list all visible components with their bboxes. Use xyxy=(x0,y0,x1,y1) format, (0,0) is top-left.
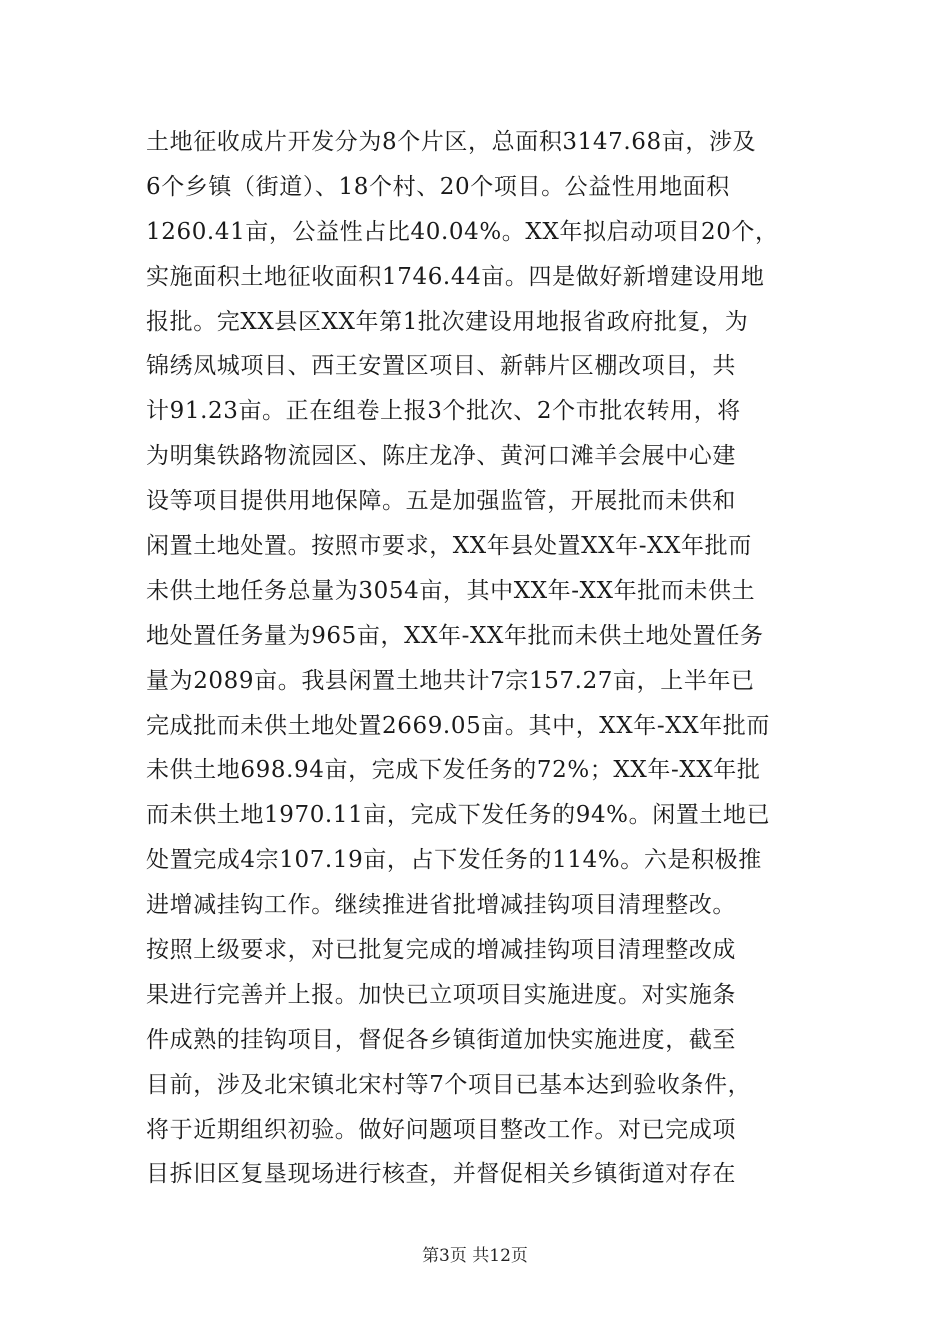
text-line: 按照上级要求，对已批复完成的增减挂钩项目清理整改成 xyxy=(146,937,736,964)
text-line: 件成熟的挂钩项目，督促各乡镇街道加快实施进度，截至 xyxy=(146,1026,736,1053)
text-line: 完成批而未供土地处置2669.05亩。其中，XX年-XX年批而 xyxy=(146,712,770,739)
text-line: 而未供土地1970.11亩，完成下发任务的94%。闲置土地已 xyxy=(146,802,771,829)
text-line: 为明集铁路物流园区、陈庄龙净、黄河口滩羊会展中心建 xyxy=(146,443,736,470)
text-line: 土地征收成片开发分为8个片区，总面积3147.68亩，涉及 xyxy=(146,129,757,155)
text-line: 报批。完XX县区XX年第1批次建设用地报省政府批复，为 xyxy=(146,308,749,335)
text-line: 6个乡镇（街道）、18个村、20个项目。公益性用地面积 xyxy=(146,173,730,200)
text-line: 闲置土地处置。按照市要求，XX年县处置XX年-XX年批而 xyxy=(146,533,752,560)
text-line: 目拆旧区复垦现场进行核查，并督促相关乡镇街道对存在 xyxy=(146,1161,736,1188)
text-line: 实施面积土地征收面积1746.44亩。四是做好新增建设用地 xyxy=(146,263,765,290)
page-footer: 第3页 共12页 xyxy=(422,1246,528,1266)
text-line: 1260.41亩，公益性占比40.04%。XX年拟启动项目20个， xyxy=(146,218,779,245)
text-line: 地处置任务量为965亩，XX年-XX年批而未供土地处置任务 xyxy=(146,622,764,649)
text-line: 量为2089亩。我县闲置土地共计7宗157.27亩，上半年已 xyxy=(146,667,755,694)
text-line: 果进行完善并上报。加快已立项项目实施进度。对实施条 xyxy=(146,981,736,1008)
text-line: 进增减挂钩工作。继续推进省批增减挂钩项目清理整改。 xyxy=(146,892,736,919)
text-line: 未供土地698.94亩，完成下发任务的72%；XX年-XX年批 xyxy=(146,757,761,784)
text-line: 锦绣凤城项目、西王安置区项目、新韩片区棚改项目，共 xyxy=(146,353,736,380)
text-line: 处置完成4宗107.19亩，占下发任务的114%。六是积极推 xyxy=(146,847,762,874)
text-line: 未供土地任务总量为3054亩，其中XX年-XX年批而未供土 xyxy=(146,577,756,604)
text-line: 将于近期组织初验。做好问题项目整改工作。对已完成项 xyxy=(146,1116,736,1143)
text-line: 目前，涉及北宋镇北宋村等7个项目已基本达到验收条件， xyxy=(146,1071,752,1098)
body-text xyxy=(146,120,816,1197)
text-line: 设等项目提供用地保障。五是加强监管，开展批而未供和 xyxy=(146,488,736,515)
text-line: 计91.23亩。正在组卷上报3个批次、2个市批农转用，将 xyxy=(146,398,741,425)
